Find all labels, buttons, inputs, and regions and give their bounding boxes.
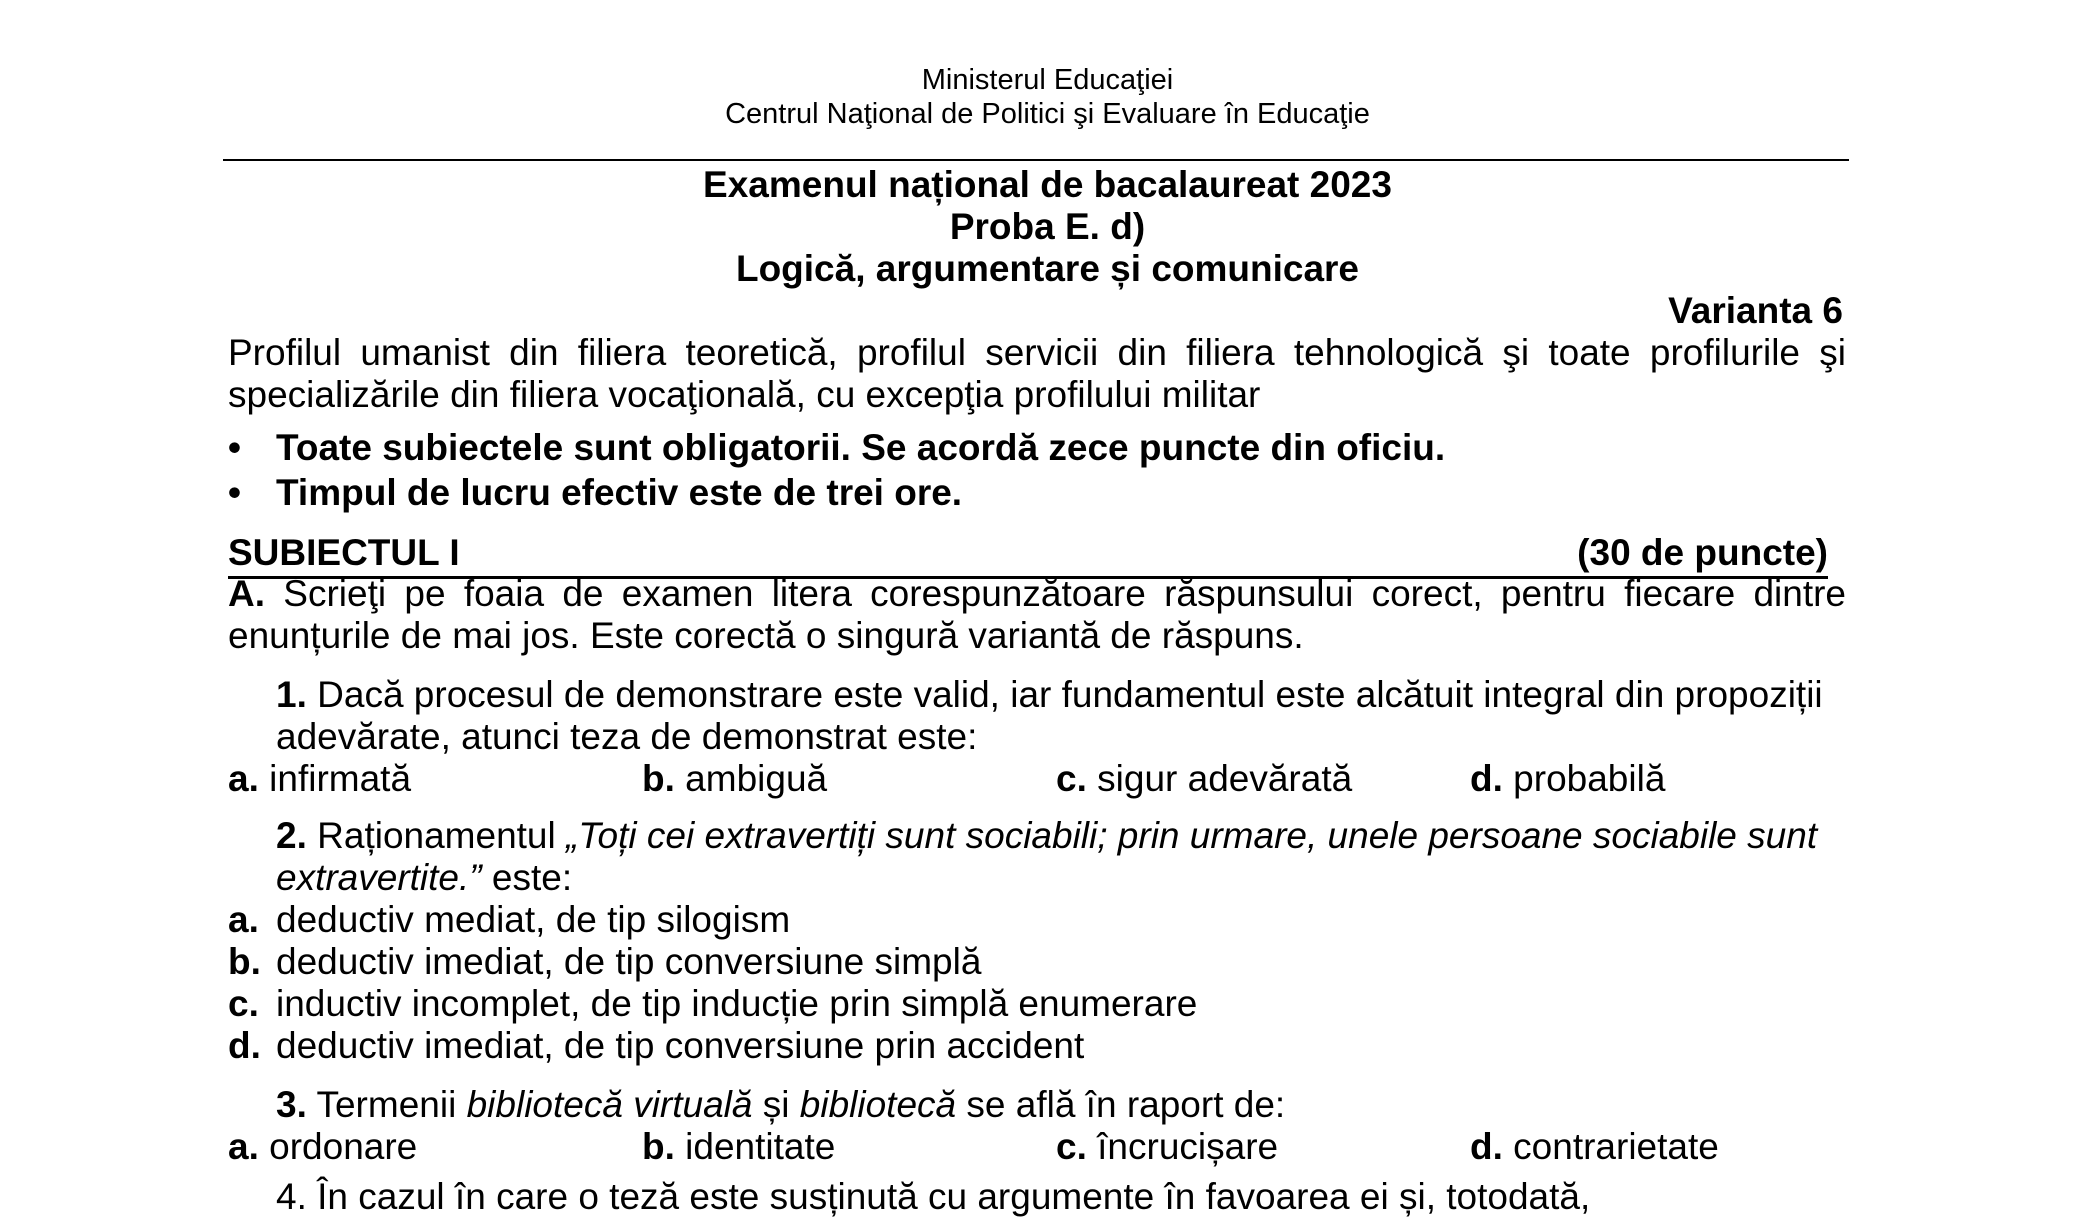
exam-subject: Logică, argumentare și comunicare bbox=[735, 248, 1360, 289]
question-3-line-1 bbox=[276, 1084, 1846, 1126]
section-heading bbox=[228, 532, 1828, 579]
section-name: SUBIECTUL I bbox=[228, 532, 460, 573]
exam-proba: Proba E. d) bbox=[949, 206, 1146, 247]
question-3-term-1: bibliotecă virtuală bbox=[466, 1084, 753, 1125]
option-letter: d. bbox=[1470, 758, 1503, 799]
question-4-clipped-line: 4. În cazul în care o teză este susținută cu argumente în favoarea ei și, totodată, bbox=[276, 1176, 1591, 1217]
question-2-suffix: este: bbox=[481, 857, 573, 898]
bullet-icon: • bbox=[228, 427, 241, 468]
option-letter: c. bbox=[228, 983, 259, 1024]
question-3-term-2: bibliotecă bbox=[799, 1084, 957, 1125]
option-text: deductiv mediat, de tip silogism bbox=[276, 899, 791, 940]
option-text: identitate bbox=[685, 1126, 836, 1167]
exam-title: Examenul național de bacalaureat 2023 bbox=[703, 164, 1392, 205]
option-text: deductiv imediat, de tip conversiune simplă bbox=[276, 941, 982, 982]
option-b bbox=[642, 1126, 835, 1168]
option-d bbox=[1470, 758, 1665, 800]
option-d bbox=[1470, 1126, 1719, 1168]
question-3-text-2: și bbox=[752, 1084, 800, 1125]
option-letter: d. bbox=[1470, 1126, 1503, 1167]
question-number: 3. bbox=[276, 1084, 307, 1125]
option-b bbox=[642, 758, 827, 800]
question-1-text-1: Dacă procesul de demonstrare este valid, iar fundamentul este alcătuit integral din propoziții bbox=[317, 674, 1823, 715]
option-text: ambiguă bbox=[685, 758, 828, 799]
question-number: 2. bbox=[276, 815, 307, 856]
ministry-name: Ministerul Educaţiei bbox=[921, 64, 1174, 96]
option-text: sigur adevărată bbox=[1097, 758, 1353, 799]
option-c bbox=[1056, 758, 1352, 800]
option-letter: b. bbox=[228, 941, 261, 982]
option-letter: a. bbox=[228, 899, 259, 940]
question-2-quote-1: „Toți cei extravertiți sunt sociabili; prin urmare, unele persoane sociabile sunt bbox=[566, 815, 1818, 856]
question-2-line-1 bbox=[276, 815, 1846, 857]
part-a-text-1: Scrieţi pe foaia de examen litera corespunzătoare răspunsului corect, pentru fiecare dintre bbox=[283, 573, 1847, 614]
option-letter: c. bbox=[1056, 1126, 1087, 1167]
option-text: ordonare bbox=[269, 1126, 418, 1167]
option-c bbox=[1056, 1126, 1278, 1168]
instruction-text: Timpul de lucru efectiv este de trei ore. bbox=[276, 472, 963, 513]
option-text: probabilă bbox=[1513, 758, 1666, 799]
option-letter: c. bbox=[1056, 758, 1087, 799]
question-2-prefix: Raționamentul bbox=[317, 815, 567, 856]
option-letter: a. bbox=[228, 1126, 259, 1167]
option-text: deductiv imediat, de tip conversiune prin accident bbox=[276, 1025, 1085, 1066]
question-3-options bbox=[228, 1126, 1846, 1168]
part-a-line-1 bbox=[228, 573, 1846, 615]
question-1-line-1 bbox=[276, 674, 1846, 716]
option-text: contrarietate bbox=[1513, 1126, 1719, 1167]
profile-line-1: Profilul umanist din filiera teoretică, profilul servicii din filiera tehnologică şi toate profilurile şi bbox=[228, 332, 1846, 373]
option-letter: a. bbox=[228, 758, 259, 799]
option-a bbox=[228, 1126, 417, 1168]
option-letter: d. bbox=[228, 1025, 261, 1066]
profile-line-2: specializările din filiera vocaţională, cu excepţia profilului militar bbox=[228, 374, 1261, 415]
option-text: infirmată bbox=[269, 758, 412, 799]
option-letter: b. bbox=[642, 1126, 675, 1167]
option-letter: b. bbox=[642, 758, 675, 799]
question-number: 1. bbox=[276, 674, 307, 715]
question-1-line-2: adevărate, atunci teza de demonstrat este: bbox=[276, 716, 978, 757]
header-divider bbox=[223, 159, 1849, 161]
question-2-quote-2: extravertite.” bbox=[276, 857, 482, 898]
option-text: încrucișare bbox=[1097, 1126, 1279, 1167]
question-1-options bbox=[228, 758, 1846, 800]
instruction-text: Toate subiectele sunt obligatorii. Se acordă zece puncte din oficiu. bbox=[276, 427, 1446, 468]
part-a-instruction bbox=[228, 573, 1846, 657]
part-a-line-2: enunțurile de mai jos. Este corectă o singură variantă de răspuns. bbox=[228, 615, 1304, 656]
question-3-text-3: se află în raport de: bbox=[956, 1084, 1286, 1125]
bullet-icon: • bbox=[228, 472, 241, 513]
section-points: (30 de puncte) bbox=[1577, 532, 1828, 573]
question-3-text-1: Termenii bbox=[316, 1084, 467, 1125]
part-a-label: A. bbox=[228, 573, 265, 614]
center-name: Centrul Naţional de Politici şi Evaluare în Educaţie bbox=[725, 98, 1370, 130]
option-a bbox=[228, 758, 411, 800]
profile-paragraph bbox=[228, 332, 1846, 416]
option-text: inductiv incomplet, de tip inducție prin simplă enumerare bbox=[276, 983, 1198, 1024]
exam-variant: Varianta 6 bbox=[1668, 290, 1843, 331]
question-2-line-2 bbox=[276, 857, 1846, 899]
